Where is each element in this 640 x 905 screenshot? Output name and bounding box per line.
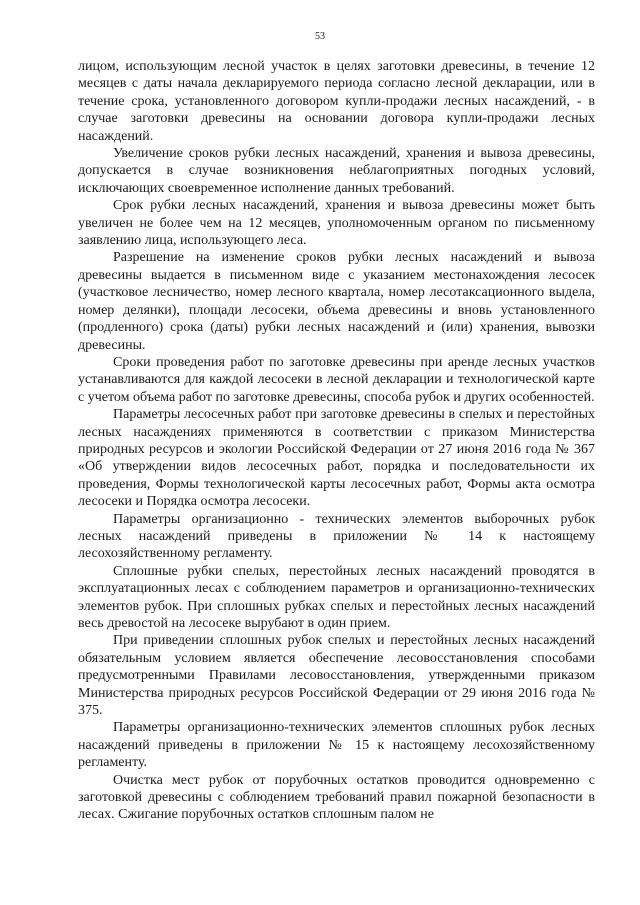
paragraph-continuation: лицом, использующим лесной участок в целях заготовки древесины, в течение 12 месяцев с даты начала декларируемого периода согласно лесной декларации, или в течение срока, установленного договором купли-продажи лесных насаждений, - в случае заготовки древесины на основании договора купли-продажи лесных насаждений. [78, 59, 595, 144]
paragraph-selective-felling: Параметры организационно - технических элементов выборочных рубок лесных насаждений приведены в приложении № 14 к настоящему лесохозяйственному регламенту. [78, 511, 595, 562]
paragraph-permission: Разрешение на изменение сроков рубки лесных насаждений и вывоза древесины выдается в письменном виде с указанием местонахождения лесосек (участковое лесничество, номер лесного квартала, номер лесотаксационного выдела, номер делянки), площади лесосеки, объема древесины и вновь установленного (продленного) срока (даты) рубки лесных насаждений и (или) хранения, вывозки древесины. [78, 250, 595, 353]
paragraph-logging-parameters: Параметры лесосечных работ при заготовке древесины в спелых и перестойных лесных насаждениях применяются в соответствии с приказом Министерства природных ресурсов и экологии Российской Федерации от 27 июня 2016 года № 367 «Об утверждении видов лесосечных работ, порядка и последовательности их проведения, Формы технологической карты лесосечных работ, Формы акта осмотра лесосеки и Порядка осмотра лесосеки. [78, 407, 595, 510]
paragraph-lease-terms: Сроки проведения работ по заготовке древесины при аренде лесных участков устанавливаются для каждой лесосеки в лесной декларации и технологической карте с учетом объема работ по заготовке древесины, способа рубок и других особенностей. [78, 354, 595, 405]
paragraph-reforestation: При приведении сплошных рубок спелых и перестойных лесных насаждений обязательным условием является обеспечение лесовосстановления способами предусмотренными Правилами лесовосстановления, утвержденными приказом Министерства природных ресурсов Российской Федерации от 29 июня 2016 года № 375. [78, 633, 595, 719]
paragraph-extension-limit: Срок рубки лесных насаждений, хранения и вывоза древесины может быть увеличен не более чем на 12 месяцев, уполномоченным органом по письменному заявлению лица, использующего леса. [78, 198, 595, 249]
document-body [78, 58, 595, 824]
paragraph-clear-felling-parameters: Параметры организационно-технических элементов сплошных рубок лесных насаждений приведены в приложении № 15 к настоящему лесохозяйственному регламенту. [78, 720, 595, 771]
paragraph-site-cleanup: Очистка мест рубок от порубочных остатков проводится одновременно с заготовкой древесины с соблюдением требований правил пожарной безопасности в лесах. Сжигание порубочных остатков сплошным палом не [78, 772, 595, 823]
paragraph-clear-felling: Сплошные рубки спелых, перестойных лесных насаждений проводятся в эксплуатационных лесах с соблюдением параметров и организационно-технических элементов рубок. При сплошных рубках спелых и перестойных лесных насаждений весь древостой на лесосеке вырубают в один прием. [78, 563, 595, 631]
paragraph-extension-conditions: Увеличение сроков рубки лесных насаждений, хранения и вывоза древесины, допускается в случае возникновения неблагоприятных погодных условий, исключающих своевременное исполнение данных требований. [78, 146, 595, 196]
page-number: 53 [315, 31, 325, 42]
